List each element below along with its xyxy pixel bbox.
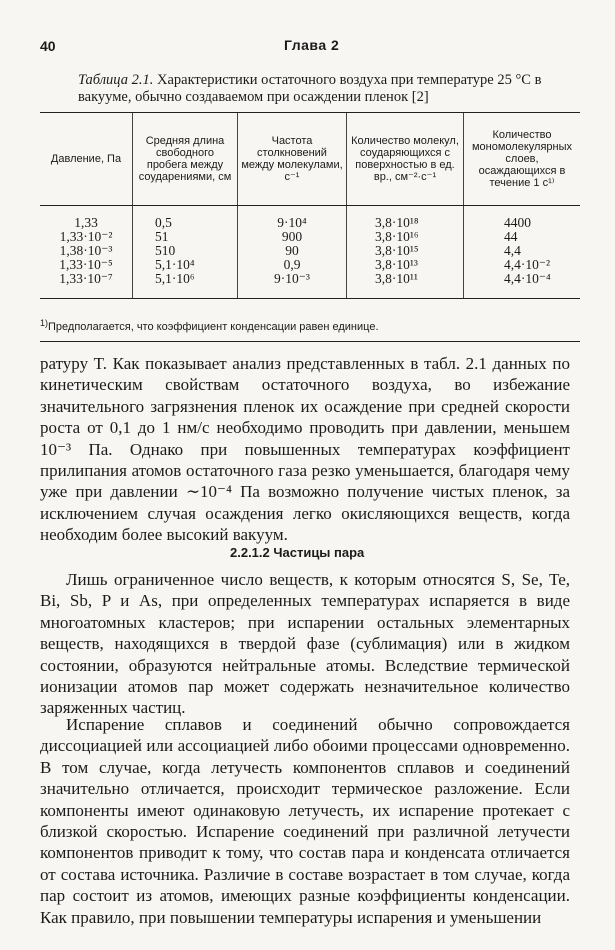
body-paragraph (40, 353, 570, 546)
paragraph-vapor-particles: Лишь ограниченное число веществ, к которым относятся S, Se, Te, Bi, Sb, P и As, при определенных температурах испаряется в виде многоатомных кластеров; при испарении остальных элементарных веществ, находящихся в твердой фазе (сублимация) или в жидком состоянии, образуются нейтральные атомы. Вследствие термической ионизации атомов пар может содержать незначительное количество заряженных частиц. (40, 570, 570, 718)
table-caption-text: Характеристики остаточного воздуха при температуре 25 °С в вакууме, обычно создаваемом при осаждении пленок [2] (78, 72, 542, 105)
table-row (40, 272, 580, 299)
cell-pressure: 1,33·10⁻⁷ (40, 272, 133, 299)
cell-pressure: 1,33·10⁻² (59, 229, 113, 244)
table-caption-label: Таблица 2.1. (78, 72, 154, 88)
footnote-divider (40, 341, 580, 342)
body-paragraph (40, 714, 570, 928)
vacuum-characteristics-table (40, 112, 580, 299)
footnote-text: Предполагается, что коэффициент конденсации равен единице. (48, 321, 379, 333)
cell-molecule-flux: 3,8·10¹⁵ (347, 244, 464, 258)
cell-mean-free-path: 5,1·10⁶ (133, 272, 238, 299)
cell-mean-free-path: 5,1·10⁴ (133, 258, 238, 272)
cell-pressure: 1,33·10⁻⁵ (59, 257, 113, 272)
table-row (40, 244, 580, 258)
chapter-title: Глава 2 (284, 37, 340, 53)
column-header-molecule-flux: Количество молекул, соударяющихся с поверхностью в ед. вр., см⁻²·с⁻¹ (347, 113, 464, 206)
cell-collision-frequency: 0,9 (238, 258, 347, 272)
cell-collision-frequency: 90 (238, 244, 347, 258)
table-row (40, 258, 580, 272)
cell-pressure: 1,33 (74, 215, 98, 230)
column-header-pressure: Давление, Па (40, 113, 133, 206)
cell-molecule-flux: 3,8·10¹¹ (347, 272, 464, 299)
footnote-mark: 1) (40, 318, 49, 328)
paragraph-kinetic-properties: ратуру T. Как показывает анализ представленных в табл. 2.1 данных по кинетическим свойствам остаточного воздуха, во избежание значительного загрязнения пленок их осаждение при средней скорости роста от 0,1 до 1 нм/с необходимо проводить при давлении, меньшем 10⁻³ Па. Однако при повышенных температурах коэффициент прилипания атомов остаточного газа резко уменьшается, благодаря чему уже при давлении ∼10⁻⁴ Па возможно получение чистых пленок, за исключением случая осаждения легко окисляющихся веществ, когда необходим более высокий вакуум. (40, 354, 570, 545)
section-heading: 2.2.1.2 Частицы пара (230, 545, 365, 560)
table-row (40, 230, 580, 244)
table-caption (78, 72, 548, 106)
table-footnote (40, 318, 379, 333)
cell-mean-free-path: 0,5 (133, 206, 238, 231)
cell-monolayers: 44 (464, 230, 581, 244)
column-header-monolayers: Количество мономолекулярных слоев, осаждающихся в течение 1 с¹⁾ (464, 113, 581, 206)
cell-pressure: 1,38·10⁻³ (59, 243, 113, 258)
cell-molecule-flux: 3,8·10¹³ (347, 258, 464, 272)
cell-monolayers: 4400 (464, 206, 581, 231)
table-row (40, 206, 580, 231)
body-paragraph (40, 569, 570, 719)
column-header-mean-free-path: Средняя длина свободного пробега между соударениями, см (133, 113, 238, 206)
cell-mean-free-path: 510 (133, 244, 238, 258)
table-header-row (40, 113, 580, 206)
cell-collision-frequency: 900 (238, 230, 347, 244)
cell-monolayers: 4,4 (464, 244, 581, 258)
cell-collision-frequency: 9·10⁻³ (238, 272, 347, 299)
cell-molecule-flux: 3,8·10¹⁶ (347, 230, 464, 244)
cell-collision-frequency: 9·10⁴ (238, 206, 347, 231)
cell-molecule-flux: 3,8·10¹⁸ (347, 206, 464, 231)
cell-monolayers: 4,4·10⁻⁴ (464, 272, 581, 299)
page-number: 40 (40, 38, 56, 54)
paragraph-alloy-evaporation: Испарение сплавов и соединений обычно сопровождается диссоциацией или ассоциацией либо обоими процессами одновременно. В том случае, когда летучесть компонентов сплавов и соединений значительно отличается, происходит термическое разложение. Если компоненты имеют одинаковую летучесть, их испарение протекает с близкой скоростью. Испарение соединений при различной летучести компонентов приводит к тому, что состав пара и конденсата отличается от состава источника. Различие в составе возрастает в том случае, когда пар состоит из атомов, имеющих разные коэффициенты конденсации. Как правило, при повышении температуры испарения и уменьшении (40, 715, 570, 927)
cell-mean-free-path: 51 (133, 230, 238, 244)
column-header-collision-frequency: Частота столкновений между молекулами, с⁻¹ (238, 113, 347, 206)
cell-monolayers: 4,4·10⁻² (464, 258, 581, 272)
